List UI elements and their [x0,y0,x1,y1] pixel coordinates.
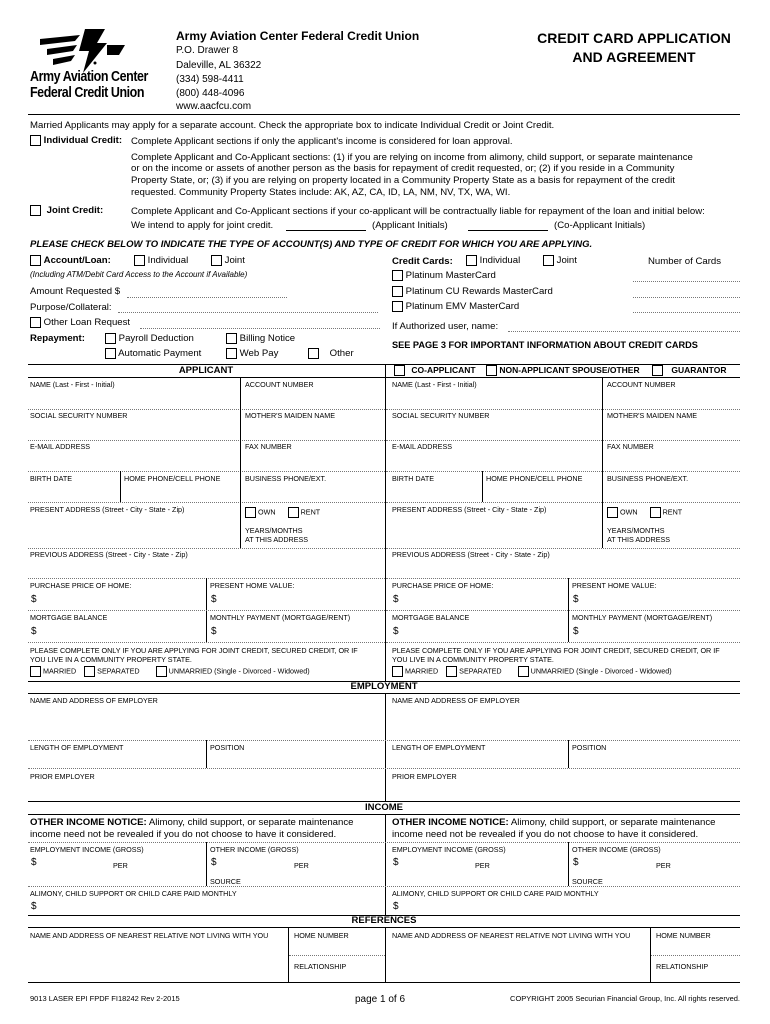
applicant-initials-label: (Applicant Initials) [372,220,448,231]
coapplicant-initials-label: (Co-Applicant Initials) [554,220,646,231]
app-alimony-dollar: $ [31,901,37,912]
repayment-label: Repayment: [30,333,85,344]
references-title: REFERENCES [351,915,417,926]
app-income-divider [206,842,207,886]
platinum-mc-label: Platinum MasterCard [405,270,496,282]
co-home-phone[interactable]: HOME PHONE/CELL PHONE [486,474,583,483]
co-unmarried-label: UNMARRIED (Single - Divorced - Widowed) [530,666,672,676]
app-other-income-dollar: $ [211,857,217,868]
emp-rule-2 [28,768,740,769]
app-own-label: OWN [258,507,276,517]
app-employment-income[interactable]: EMPLOYMENT INCOME (GROSS) [30,845,144,854]
app-income-notice-label: OTHER INCOME NOTICE: [30,817,147,828]
other-option [308,348,354,359]
see-page3-note: SEE PAGE 3 FOR IMPORTANT INFORMATION ABOUT CREDIT CARDS [392,340,698,350]
co-separated-label: SEPARATED [459,666,502,676]
app-previous-address[interactable]: PREVIOUS ADDRESS (Street - City - State - Zip) [30,550,188,559]
platinum-cu-option [392,286,553,297]
app-business-phone[interactable]: BUSINESS PHONE/EXT. [245,474,327,483]
co-rule-4 [386,502,740,503]
cc-joint-checkbox[interactable] [543,255,554,266]
app-divider-3 [240,440,241,471]
co-unmarried-checkbox[interactable] [518,666,529,677]
co-present-address[interactable]: PRESENT ADDRESS (Street - City - State - Zip) [392,505,547,514]
app-relative[interactable]: NAME AND ADDRESS OF NEAREST RELATIVE NOT LIVING WITH YOU [30,931,269,940]
app-alimony[interactable]: ALIMONY, CHILD SUPPORT OR CHILD CARE PAID MONTHLY [30,889,237,898]
coapplicant-initials-line[interactable] [468,230,548,231]
cc-individual-label: Individual [479,255,521,267]
co-divider-4a [482,471,483,502]
app-mortgage-dollar: $ [31,626,37,637]
employment-header-rule [28,693,740,694]
app-present-value[interactable]: PRESENT HOME VALUE: [210,581,295,590]
income-header-rule [28,814,740,815]
guarantor-label: GUARANTOR [671,365,727,375]
billing-label: Billing Notice [239,333,296,345]
cc-joint-option [543,255,577,266]
co-employer[interactable]: NAME AND ADDRESS OF EMPLOYER [392,696,520,705]
app-separated-checkbox[interactable] [84,666,95,677]
co-fax[interactable]: FAX NUMBER [607,442,654,451]
center-divider [385,364,386,681]
credit-cards-label: Credit Cards: [392,256,453,267]
app-name[interactable]: NAME (Last - First - Initial) [30,380,115,389]
app-at-this-address: AT THIS ADDRESS [245,535,309,544]
automatic-option [105,348,201,359]
co-own-option [607,507,682,518]
coapplicant-options [394,365,726,376]
co-rule-1 [386,409,740,410]
co-value-dollar: $ [573,594,579,605]
app-email[interactable]: E-MAIL ADDRESS [30,442,91,451]
co-divider-4b [602,471,603,502]
logo [30,25,160,105]
co-prior-employer[interactable]: PRIOR EMPLOYER [392,772,457,781]
org-phone1: (334) 598-4411 [176,74,244,85]
app-fax[interactable]: FAX NUMBER [245,442,292,451]
account-loan-label: Account/Loan: [43,255,111,267]
billing-option [226,333,295,344]
app-rule-8 [28,642,385,643]
app-divider-4b [240,471,241,502]
applicant-title: APPLICANT [178,365,234,376]
co-divider-2 [602,409,603,440]
co-position[interactable]: POSITION [572,743,607,752]
coapplicant-label: CO-APPLICANT [411,365,476,375]
app-married-checkbox[interactable] [30,666,41,677]
co-rule-5 [386,548,740,549]
applicant-header-rule [28,377,740,378]
app-rule-5 [28,548,385,549]
co-rent-checkbox[interactable] [650,507,661,518]
account-joint-option [211,255,245,266]
app-mortgage-balance[interactable]: MORTGAGE BALANCE [30,613,108,622]
billing-checkbox[interactable] [226,333,237,344]
app-community-note1: PLEASE COMPLETE ONLY IF YOU ARE APPLYING FOR JOINT CREDIT, SECURED CREDIT, OR IF [30,646,358,655]
co-mortgage-dollar: $ [393,626,399,637]
co-previous-address[interactable]: PREVIOUS ADDRESS (Street - City - State - Zip) [392,550,550,559]
app-own-option [245,507,320,518]
platinum-emv-checkbox[interactable] [392,301,403,312]
individual-credit-text3: or on the income or assets of another person as the basis for repayment of credit requested, or; (2) if you reside in a Community [131,163,675,174]
joint-credit-text: Complete Applicant and Co-Applicant sections if your co-applicant will be contractually liable for repayment of the loan and initial below: [131,206,705,217]
co-alimony-dollar: $ [393,901,399,912]
income-center-divider [385,814,386,915]
account-joint-label: Joint [224,255,245,267]
references-header-rule [28,927,740,928]
co-business-phone[interactable]: BUSINESS PHONE/EXT. [607,474,689,483]
applicant-initials-line[interactable] [286,230,366,231]
app-account-number[interactable]: ACCOUNT NUMBER [245,380,314,389]
app-divider-1 [240,377,241,409]
app-present-address[interactable]: PRESENT ADDRESS (Street - City - State - Zip) [30,505,185,514]
app-length-employment[interactable]: LENGTH OF EMPLOYMENT [30,743,124,752]
co-email[interactable]: E-MAIL ADDRESS [392,442,453,451]
references-center-divider [385,927,386,982]
co-rent-label: RENT [662,507,683,517]
co-own-label: OWN [620,507,638,517]
app-marital-options [30,666,310,677]
app-rule-2 [28,440,385,441]
platinum-emv-count[interactable] [633,312,740,313]
other-loan-checkbox[interactable] [30,317,41,328]
co-rule-6 [386,578,740,579]
account-individual-option [134,255,188,266]
co-at-this-address: AT THIS ADDRESS [607,535,671,544]
co-rule-7 [386,610,740,611]
co-other-income-dollar: $ [573,857,579,868]
co-home-number[interactable]: HOME NUMBER [656,931,711,940]
co-source[interactable]: SOURCE [572,877,603,886]
co-emp-income-per: PER [475,861,490,870]
app-maiden[interactable]: MOTHER'S MAIDEN NAME [245,411,336,420]
org-phone2: (800) 448-4096 [176,88,245,99]
co-income-divider [568,842,569,886]
app-other-income[interactable]: OTHER INCOME (GROSS) [210,845,299,854]
income-rule-2 [28,886,740,887]
co-own-checkbox[interactable] [607,507,618,518]
co-other-income-per: PER [656,861,671,870]
individual-credit-text: Complete Applicant sections if only the applicant's income is considered for loan approval. [131,136,513,147]
app-emp-income-per: PER [113,861,128,870]
coapplicant-checkbox[interactable] [394,365,405,376]
account-individual-checkbox[interactable] [134,255,145,266]
app-ref-rule [289,955,385,956]
other-loan-field[interactable] [140,328,380,329]
co-divider-5 [602,502,603,548]
co-mortgage-balance[interactable]: MORTGAGE BALANCE [392,613,470,622]
app-relationship[interactable]: RELATIONSHIP [294,962,347,971]
platinum-mc-count[interactable] [633,281,740,282]
app-position[interactable]: POSITION [210,743,245,752]
app-emp-divider [206,740,207,768]
account-loan-checkbox[interactable] [30,255,41,266]
co-length-employment[interactable]: LENGTH OF EMPLOYMENT [392,743,486,752]
page-number: page 1 of 6 [355,994,406,1005]
co-marital-options [392,666,672,677]
app-value-dollar: $ [211,594,217,605]
joint-credit-text2: We intend to apply for joint credit. [131,220,274,231]
app-emp-income-dollar: $ [31,857,37,868]
app-ssn[interactable]: SOCIAL SECURITY NUMBER [30,411,128,420]
app-rent-checkbox[interactable] [288,507,299,518]
app-source[interactable]: SOURCE [210,877,241,886]
webpay-checkbox[interactable] [226,348,237,359]
married-note: Married Applicants may apply for a separate account. Check the appropriate box to indicate Individual Credit or Joint Credit. [30,120,555,131]
authorized-user-field[interactable] [508,331,740,332]
app-income-notice-text: Alimony, child support, or separate maintenance [148,817,354,828]
purpose-label: Purpose/Collateral: [30,302,112,313]
app-home-phone[interactable]: HOME PHONE/CELL PHONE [124,474,221,483]
doc-title-line1: CREDIT CARD APPLICATION [537,30,731,46]
account-loan-row [30,255,111,266]
platinum-cu-checkbox[interactable] [392,286,403,297]
org-address2: Daleville, AL 36322 [176,60,262,71]
co-ref-rule [651,955,740,956]
co-monthly-payment[interactable]: MONTHLY PAYMENT (MORTGAGE/RENT) [572,613,713,622]
co-purchase-price[interactable]: PURCHASE PRICE OF HOME: [392,581,494,590]
app-prior-employer[interactable]: PRIOR EMPLOYER [30,772,95,781]
app-rule-1 [28,409,385,410]
platinum-mc-option [392,270,496,281]
co-relationship[interactable]: RELATIONSHIP [656,962,709,971]
joint-credit-row [30,205,103,216]
other-loan-label: Other Loan Request [43,317,131,329]
individual-credit-label: Individual Credit: [43,135,123,147]
co-relative[interactable]: NAME AND ADDRESS OF NEAREST RELATIVE NOT LIVING WITH YOU [392,931,631,940]
logo-emblem-icon [35,25,145,75]
app-divider-5 [240,502,241,548]
app-rule-3 [28,471,385,472]
app-home-number[interactable]: HOME NUMBER [294,931,349,940]
amount-requested-field[interactable] [127,297,287,298]
co-married-label: MARRIED [405,666,439,676]
header-divider [28,114,740,115]
emp-rule-1 [28,740,740,741]
webpay-option [226,348,278,359]
income-title: INCOME [365,802,403,813]
cc-joint-label: Joint [556,255,577,267]
purpose-field[interactable] [118,312,378,313]
co-purchase-dollar: $ [393,594,399,605]
co-income-notice [392,817,715,828]
org-website: www.aacfcu.com [176,101,252,112]
co-years-months[interactable]: YEARS/MONTHS [607,526,665,535]
co-other-income[interactable]: OTHER INCOME (GROSS) [572,845,661,854]
app-own-checkbox[interactable] [245,507,256,518]
employment-center-divider [385,693,386,801]
platinum-cu-label: Platinum CU Rewards MasterCard [405,286,553,298]
payroll-checkbox[interactable] [105,333,116,344]
org-name: Army Aviation Center Federal Credit Union [176,29,420,43]
individual-credit-row [30,135,122,146]
app-unmarried-checkbox[interactable] [156,666,167,677]
logo-line2: Federal Credit Union [30,85,145,101]
app-purchase-dollar: $ [31,594,37,605]
payroll-option [105,333,194,344]
app-purchase-price[interactable]: PURCHASE PRICE OF HOME: [30,581,132,590]
co-income-notice-text2: income need not be revealed if you do not choose to have it considered. [392,829,699,840]
copyright: COPYRIGHT 2005 Securian Financial Group, Inc. All rights reserved. [510,994,740,1003]
app-monthly-payment[interactable]: MONTHLY PAYMENT (MORTGAGE/RENT) [210,613,351,622]
co-name[interactable]: NAME (Last - First - Initial) [392,380,477,389]
nonapplicant-label: NON-APPLICANT SPOUSE/OTHER [499,365,640,375]
co-divider-3 [602,440,603,471]
platinum-cu-count[interactable] [633,297,740,298]
authorized-user-label: If Authorized user, name: [392,321,499,332]
app-years-months[interactable]: YEARS/MONTHS [245,526,303,535]
employment-title: EMPLOYMENT [350,681,418,692]
co-rule-2 [386,440,740,441]
app-divider-4a [120,471,121,502]
co-rule-8 [386,642,740,643]
co-income-notice-label: OTHER INCOME NOTICE: [392,817,509,828]
app-payment-dollar: $ [211,626,217,637]
co-community-note2: YOU LIVE IN A COMMUNITY PROPERTY STATE. [392,655,554,664]
logo-line1: Army Aviation Center [30,69,148,85]
app-rent-label: RENT [300,507,321,517]
co-community-note1: PLEASE COMPLETE ONLY IF YOU ARE APPLYING FOR JOINT CREDIT, SECURED CREDIT, OR IF [392,646,720,655]
app-rule-7 [28,610,385,611]
co-separated-checkbox[interactable] [446,666,457,677]
co-rule-3 [386,471,740,472]
co-payment-dollar: $ [573,626,579,637]
automatic-label: Automatic Payment [118,348,202,360]
joint-credit-label: Joint Credit: [46,205,104,217]
individual-credit-text4: Property State, or; (3) if you are relying on property located in a Community Property State as a basis for repayment of the credit [131,175,675,186]
other-label: Other [329,348,354,360]
number-of-cards-label: Number of Cards [648,256,722,267]
individual-credit-text2: Complete Applicant and Co-Applicant sections: (1) if you are relying on income from alimony, child support, or separate maintenance [131,152,693,163]
co-income-notice-text: Alimony, child support, or separate maintenance [510,817,716,828]
app-community-note2: YOU LIVE IN A COMMUNITY PROPERTY STATE. [30,655,192,664]
app-other-income-per: PER [294,861,309,870]
app-birth[interactable]: BIRTH DATE [30,474,73,483]
app-income-notice [30,817,353,828]
individual-credit-checkbox[interactable] [30,135,41,146]
app-rule-4 [28,502,385,503]
platinum-mc-checkbox[interactable] [392,270,403,281]
automatic-checkbox[interactable] [105,348,116,359]
co-account-number[interactable]: ACCOUNT NUMBER [607,380,676,389]
co-employment-income[interactable]: EMPLOYMENT INCOME (GROSS) [392,845,506,854]
app-income-notice-text2: income need not be revealed if you do not choose to have it considered. [30,829,337,840]
co-emp-income-dollar: $ [393,857,399,868]
platinum-emv-option [392,301,519,312]
individual-credit-text5: requested. Community Property States include: AK, AZ, CA, ID, LA, NM, NV, TX, WA, WI. [131,187,511,198]
account-individual-label: Individual [147,255,189,267]
co-maiden[interactable]: MOTHER'S MAIDEN NAME [607,411,698,420]
co-divider-1 [602,377,603,409]
app-separated-label: SEPARATED [97,666,140,676]
references-bottom-rule [28,982,740,983]
payroll-label: Payroll Deduction [118,333,194,345]
account-joint-checkbox[interactable] [211,255,222,266]
org-address1: P.O. Drawer 8 [176,45,239,56]
co-present-value[interactable]: PRESENT HOME VALUE: [572,581,657,590]
webpay-label: Web Pay [239,348,279,360]
atm-note: (Including ATM/Debit Card Access to the Account if Available) [30,270,248,279]
other-checkbox[interactable] [308,348,319,359]
co-birth[interactable]: BIRTH DATE [392,474,435,483]
cc-individual-option [466,255,520,266]
income-rule-1 [28,842,740,843]
amount-requested-label: Amount Requested $ [30,286,121,297]
nonapplicant-checkbox[interactable] [486,365,497,376]
other-loan-row [30,317,130,328]
platinum-emv-label: Platinum EMV MasterCard [405,301,520,313]
co-ssn[interactable]: SOCIAL SECURITY NUMBER [392,411,490,420]
cc-individual-checkbox[interactable] [466,255,477,266]
form-id: 9013 LASER EPI FPDF FI18242 Rev 2-2015 [30,994,180,1003]
app-divider-2 [240,409,241,440]
co-married-checkbox[interactable] [392,666,403,677]
co-alimony[interactable]: ALIMONY, CHILD SUPPORT OR CHILD CARE PAID MONTHLY [392,889,599,898]
guarantor-checkbox[interactable] [652,365,663,376]
account-heading: PLEASE CHECK BELOW TO INDICATE THE TYPE OF ACCOUNT(S) AND TYPE OF CREDIT FOR WHICH YOU ARE APPLYING. [30,239,593,250]
app-employer[interactable]: NAME AND ADDRESS OF EMPLOYER [30,696,158,705]
co-emp-divider [568,740,569,768]
app-married-label: MARRIED [43,666,77,676]
doc-title-line2: AND AGREEMENT [572,49,696,65]
app-unmarried-label: UNMARRIED (Single - Divorced - Widowed) [168,666,310,676]
joint-credit-checkbox[interactable] [30,205,41,216]
